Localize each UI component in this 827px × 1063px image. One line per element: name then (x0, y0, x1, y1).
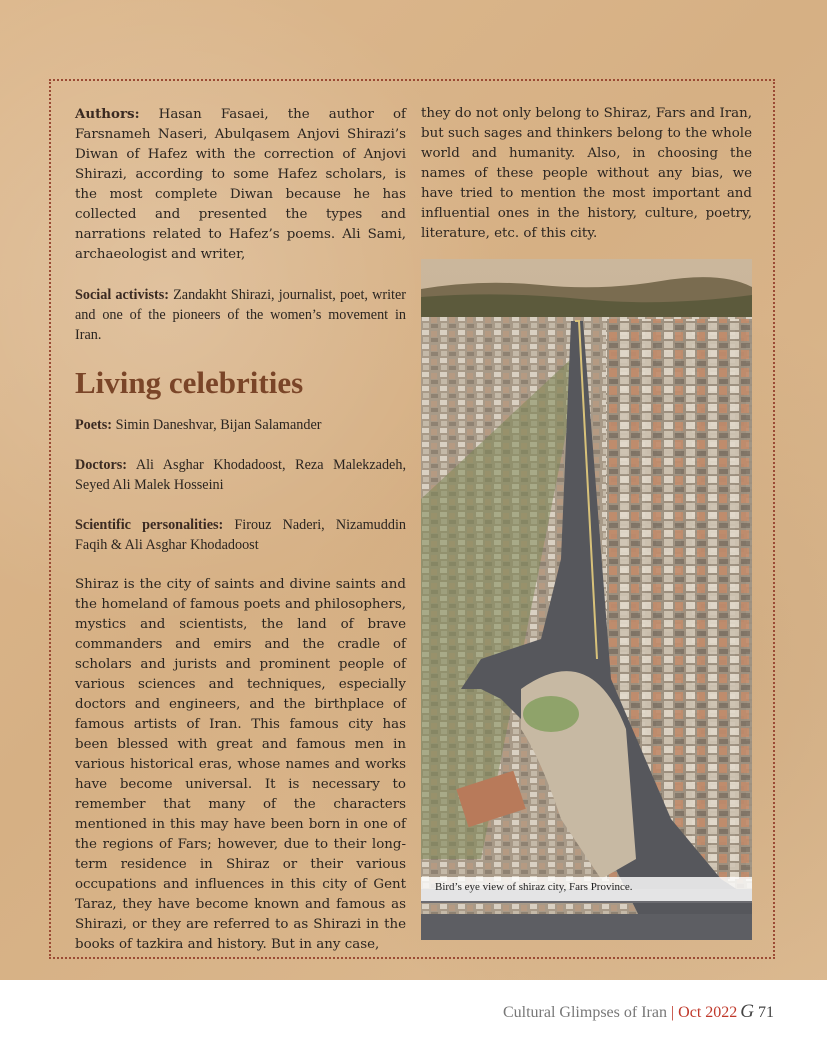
section-title: Living celebrities (75, 365, 304, 400)
doctors-label: Doctors: (75, 457, 127, 473)
city-aerial-photo (421, 259, 752, 940)
issue-date: Oct 2022 (678, 1004, 738, 1021)
magazine-name: Cultural Glimpses of Iran (502, 1004, 667, 1021)
authors-paragraph (75, 104, 406, 265)
social-activists-label: Social activists: (75, 287, 169, 303)
body-right-paragraph: they do not only belong to Shiraz, Fars and Iran, but such sages and thinkers belong to the whole world and humanity. Also, in choosing the names of these people without any bias, we have tried to mention the most important and influential ones in the history, culture, poetry, literature, etc. of this city. (421, 106, 752, 241)
poets-text: Simin Daneshvar, Bijan Salamander (112, 417, 322, 433)
magazine-logo-icon: G (740, 1001, 754, 1022)
scientific-label: Scientific personalities: (75, 517, 224, 533)
right-column (421, 104, 752, 244)
page-footer (503, 1001, 774, 1023)
poets-paragraph (75, 415, 406, 435)
authors-text: Hasan Fasaei, the author of Farsnameh Naseri, Abulqasem Anjovi Shirazi’s Diwan of Hafez with the correction of Anjovi Shirazi, according to some Hafez scholars, is the most complete Diwan because he has collected and presented the types and narrations related to Hafez’s poems. Ali Sami, archaeologist and writer, (75, 107, 406, 262)
poets-label: Poets: (75, 417, 113, 433)
scientific-text: Firouz Naderi, Nizamuddin Faqih & Ali Asghar Khodadoost (75, 517, 406, 553)
left-column (75, 104, 406, 955)
city-photo-illustration (421, 259, 752, 940)
scientific-paragraph (75, 515, 406, 555)
authors-label: Authors: (75, 106, 140, 122)
body-left-paragraph: Shiraz is the city of saints and divine saints and the homeland of famous poets and philosophers, mystics and scientists, the land of brave commanders and emirs and the cradle of scholars and jurists and prominent people of various sciences and techniques, especially doctors and engineers, and the birthplace of famous artists of Iran. This famous city has been blessed with great and famous men in various historical eras, whose names and works have become universal. It is necessary to remember that many of the characters mentioned in this may have been born in one of the regions of Fars; however, due to their long-term residence in Shiraz or their various occupations and influences in this city of Gent Taraz, they have become known and famous as Shirazi, or they are referred to as Shirazi in the books of tazkira and history. But in any case, (75, 577, 406, 952)
page-number: 71 (758, 1004, 774, 1021)
social-activists-paragraph (75, 285, 406, 345)
doctors-paragraph (75, 455, 406, 495)
doctors-text: Ali Asghar Khodadoost, Reza Malekzadeh, Seyed Ali Malek Hosseini (75, 457, 406, 493)
footer-separator: | (670, 1004, 675, 1021)
photo-caption-bar (421, 877, 752, 901)
social-activists-text: Zandakht Shirazi, journalist, poet, writer and one of the pioneers of the women’s movement in Iran. (75, 287, 406, 343)
photo-caption: Bird’s eye view of shiraz city, Fars Province. (435, 881, 633, 893)
